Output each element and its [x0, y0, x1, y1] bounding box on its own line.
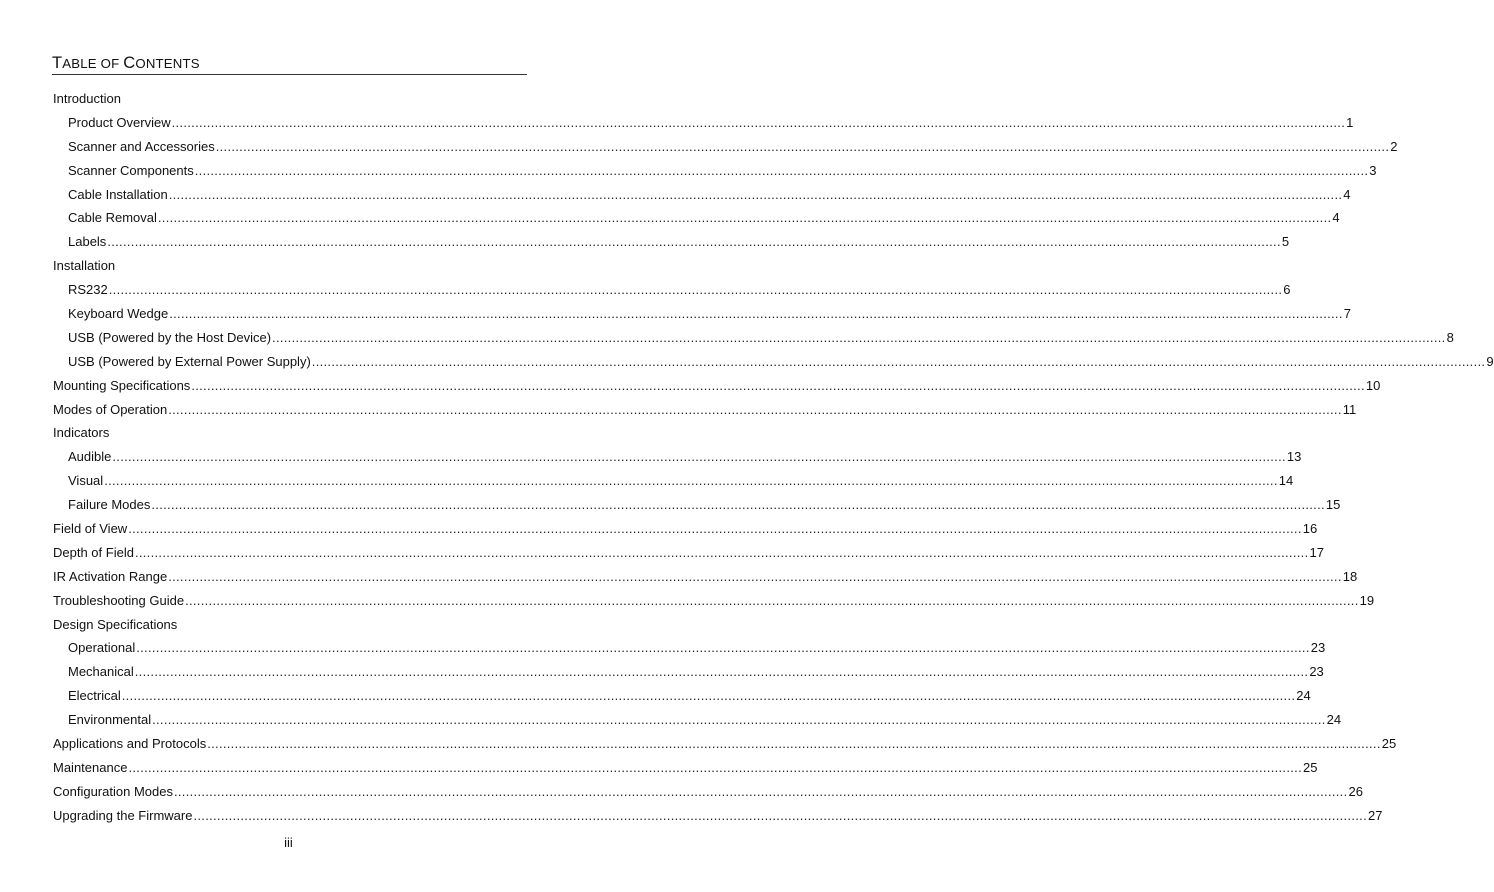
toc-entry-title: Cable Installation — [68, 186, 168, 202]
toc-entry-title: Scanner and Accessories — [68, 138, 215, 154]
toc-page-number: 23 — [1310, 640, 1326, 656]
toc-entry-title: Indicators — [53, 425, 110, 441]
toc-entry[interactable] — [53, 254, 526, 278]
toc-page-number: 16 — [1302, 521, 1318, 537]
toc-page-number: 2 — [1390, 138, 1398, 154]
toc-subentry[interactable] — [53, 302, 1351, 326]
dot-leader: ............................................................................................................................................................................................................................................................................................................ — [134, 664, 1309, 680]
toc-page-number: 5 — [1281, 234, 1290, 250]
toc-page-number: 3 — [1369, 162, 1377, 178]
toc-page-number: 26 — [1348, 783, 1363, 799]
toc-entry[interactable] — [53, 421, 526, 445]
dot-leader: ............................................................................................................................................................................................................................................................................................................ — [185, 592, 1359, 608]
toc-subentry[interactable] — [53, 469, 1294, 493]
dot-leader: ............................................................................................................................................................................................................................................................................................................ — [152, 712, 1326, 728]
dot-leader: ............................................................................................................................................................................................................................................................................................................ — [128, 759, 1302, 775]
dot-leader: ............................................................................................................................................................................................................................................................................................................ — [272, 329, 1446, 345]
toc-page-number: 4 — [1332, 210, 1340, 226]
toc-subentry[interactable] — [53, 278, 1291, 302]
toc-entry[interactable] — [53, 756, 1318, 780]
toc-entry-title: Troubleshooting Guide — [53, 592, 185, 608]
toc-entry-title: USB (Powered by External Power Supply) — [68, 353, 311, 369]
toc-entry-title: Maintenance — [53, 759, 128, 775]
toc-entry[interactable] — [53, 732, 1397, 756]
toc-entry[interactable] — [53, 87, 526, 111]
toc-list — [53, 87, 1494, 828]
dot-leader: ............................................................................................................................................................................................................................................................................................................ — [128, 521, 1302, 537]
dot-leader: ............................................................................................................................................................................................................................................................................................................ — [168, 401, 1342, 417]
toc-subentry[interactable] — [53, 326, 1454, 350]
toc-subentry[interactable] — [53, 230, 1290, 254]
dot-leader: ............................................................................................................................................................................................................................................................................................................ — [171, 114, 1346, 130]
dot-leader: ............................................................................................................................................................................................................................................................................................................ — [168, 186, 1343, 202]
dot-leader: ............................................................................................................................................................................................................................................................................................................ — [311, 353, 1486, 369]
dot-leader: ............................................................................................................................................................................................................................................................................................................ — [107, 234, 1281, 250]
dot-leader: ............................................................................................................................................................................................................................................................................................................ — [104, 473, 1278, 489]
toc-subentry[interactable] — [53, 183, 1351, 207]
toc-page-number: 23 — [1309, 664, 1324, 680]
toc-page-number: 14 — [1278, 473, 1294, 489]
toc-subentry[interactable] — [53, 350, 1494, 374]
toc-page-number: 7 — [1343, 306, 1351, 322]
toc-entry[interactable] — [53, 517, 1318, 541]
toc-entry-title: Scanner Components — [68, 162, 194, 178]
toc-entry-title: Operational — [68, 640, 136, 656]
dot-leader: ............................................................................................................................................................................................................................................................................................................ — [207, 736, 1381, 752]
dot-leader: ............................................................................................................................................................................................................................................................................................................ — [173, 783, 1348, 799]
toc-entry-title: Depth of Field — [53, 544, 134, 560]
toc-entry-title: Keyboard Wedge — [68, 306, 169, 322]
toc-entry-title: Mechanical — [68, 664, 134, 680]
toc-page-number: 19 — [1359, 592, 1375, 608]
toc-page-number: 25 — [1303, 759, 1318, 775]
toc-subentry[interactable] — [53, 135, 1398, 159]
toc-entry-title: Failure Modes — [68, 497, 151, 513]
dot-leader: ............................................................................................................................................................................................................................................................................................................ — [121, 688, 1296, 704]
toc-page-number: 27 — [1368, 807, 1383, 823]
toc-entry[interactable] — [53, 589, 1375, 613]
page-number: iii — [284, 835, 293, 850]
toc-entry[interactable] — [53, 565, 1358, 589]
toc-page-number: 25 — [1381, 736, 1397, 752]
toc-entry-title: Labels — [68, 234, 107, 250]
toc-page-number: 24 — [1296, 688, 1311, 704]
dot-leader: ............................................................................................................................................................................................................................................................................................................ — [194, 162, 1369, 178]
toc-page-number: 13 — [1286, 449, 1302, 465]
toc-entry[interactable] — [53, 804, 1383, 828]
dot-leader: ............................................................................................................................................................................................................................................................................................................ — [168, 568, 1342, 584]
toc-entry-title: RS232 — [68, 282, 108, 298]
toc-subentry[interactable] — [53, 660, 1324, 684]
toc-entry-title: Design Specifications — [53, 616, 178, 632]
toc-subentry[interactable] — [53, 684, 1311, 708]
dot-leader: ............................................................................................................................................................................................................................................................................................................ — [157, 210, 1332, 226]
toc-page-number: 6 — [1283, 282, 1291, 298]
toc-entry-title: Installation — [53, 258, 116, 274]
toc-entry-title: IR Activation Range — [53, 568, 168, 584]
toc-entry-title: USB (Powered by the Host Device) — [68, 329, 272, 345]
toc-entry-title: Mounting Specifications — [53, 377, 191, 393]
toc-entry-title: Audible — [68, 449, 112, 465]
toc-page-number: 15 — [1325, 497, 1341, 513]
toc-entry[interactable] — [53, 613, 526, 637]
toc-entry-title: Cable Removal — [68, 210, 157, 226]
dot-leader: ............................................................................................................................................................................................................................................................................................................ — [169, 306, 1343, 322]
toc-page-number: 10 — [1365, 377, 1381, 393]
dot-leader: ............................................................................................................................................................................................................................................................................................................ — [136, 640, 1310, 656]
heading-rest-1: ABLE OF — [62, 56, 124, 71]
toc-subentry[interactable] — [53, 636, 1326, 660]
toc-subentry[interactable] — [53, 708, 1342, 732]
toc-page-number: 18 — [1342, 568, 1358, 584]
toc-entry-title: Product Overview — [68, 114, 171, 130]
toc-entry-title: Field of View — [53, 521, 128, 537]
heading-initial-2: C — [123, 54, 136, 72]
toc-page-number: 8 — [1446, 329, 1454, 345]
toc-page-number: 17 — [1309, 544, 1324, 560]
toc-entry-title: Upgrading the Firmware — [53, 807, 193, 823]
toc-entry-title: Environmental — [68, 712, 152, 728]
toc-page-number: 11 — [1342, 401, 1357, 417]
dot-leader: ............................................................................................................................................................................................................................................................................................................ — [108, 282, 1283, 298]
dot-leader: ............................................................................................................................................................................................................................................................................................................ — [151, 497, 1325, 513]
toc-entry-title: Visual — [68, 473, 104, 489]
toc-entry-title: Electrical — [68, 688, 121, 704]
toc-entry[interactable] — [53, 374, 1381, 398]
toc-subentry[interactable] — [53, 493, 1341, 517]
toc-entry[interactable] — [53, 398, 1357, 422]
toc-page-number: 24 — [1326, 712, 1342, 728]
heading-initial-1: T — [52, 54, 63, 72]
toc-subentry[interactable] — [53, 159, 1377, 183]
toc-subentry[interactable] — [53, 111, 1354, 135]
toc-entry-title: Modes of Operation — [53, 401, 168, 417]
toc-subentry[interactable] — [53, 445, 1302, 469]
dot-leader: ............................................................................................................................................................................................................................................................................................................ — [193, 807, 1367, 823]
dot-leader: ............................................................................................................................................................................................................................................................................................................ — [134, 544, 1309, 560]
toc-entry[interactable] — [53, 541, 1324, 565]
toc-entry-title: Configuration Modes — [53, 783, 173, 799]
dot-leader: ............................................................................................................................................................................................................................................................................................................ — [112, 449, 1286, 465]
toc-page-number: 9 — [1486, 353, 1494, 369]
heading-rest-2: ONTENTS — [135, 56, 200, 71]
dot-leader: ............................................................................................................................................................................................................................................................................................................ — [191, 377, 1365, 393]
toc-entry-title: Introduction — [53, 91, 121, 106]
toc-entry-title: Applications and Protocols — [53, 736, 207, 752]
toc-entry[interactable] — [53, 780, 1363, 804]
toc-subentry[interactable] — [53, 206, 1340, 230]
toc-heading — [52, 53, 527, 75]
toc-page-number: 1 — [1346, 114, 1354, 130]
dot-leader: ............................................................................................................................................................................................................................................................................................................ — [215, 138, 1390, 154]
toc-page-number: 4 — [1343, 186, 1351, 202]
